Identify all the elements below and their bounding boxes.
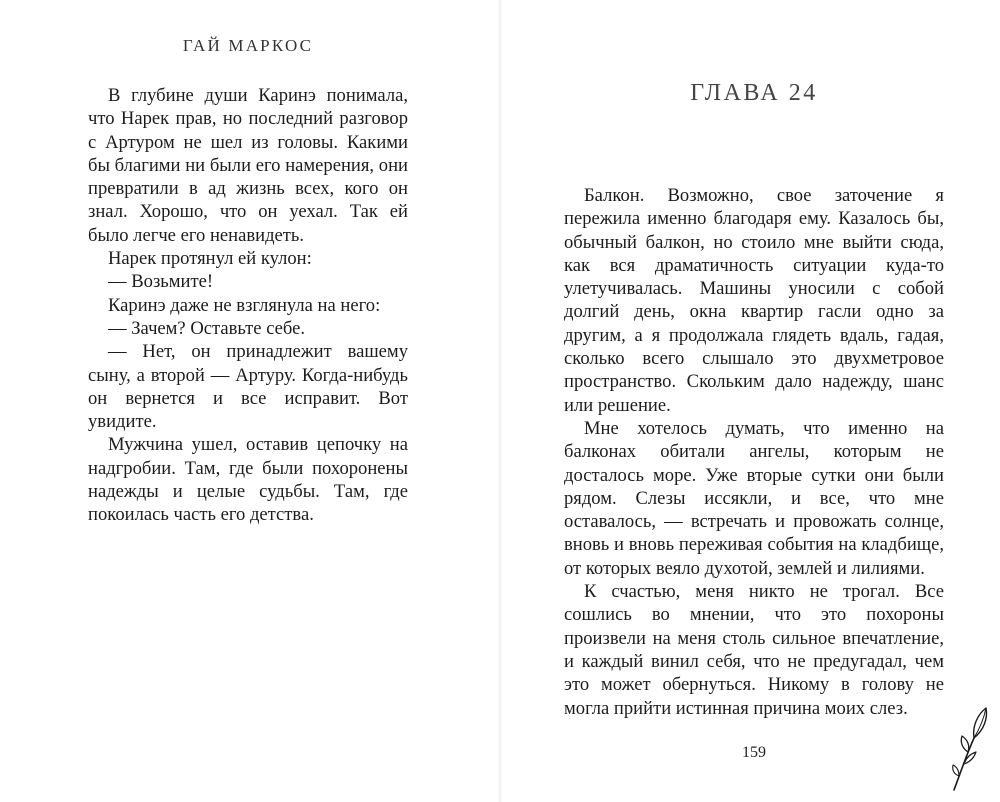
left-text-block [88, 84, 408, 527]
paragraph: Мужчина ушел, оставив цепочку на надгробии. Там, где были похоронены надежды и целые судьбы. Там, где покоилась часть его детства. [88, 434, 408, 526]
page-number: 159 [742, 744, 766, 761]
paragraph: — Зачем? Оставьте себе. [108, 317, 306, 339]
paragraph: Нарек протянул ей кулон: [108, 248, 312, 270]
paragraph: — Нет, он принадлежит вашему сыну, а второй — Артуру. Когда-нибудь он вернется и все исправит. Вот увидите. [88, 341, 408, 433]
running-head: ГАЙ МАРКОС [182, 36, 314, 55]
chapter-title: ГЛАВА 24 [690, 80, 818, 106]
paragraph: — Возьмите! [108, 271, 214, 293]
paragraph: Мне хотелось думать, что именно на балконах обитали ангелы, которым не досталось море. Уже вторые сутки они были рядом. Слезы иссякли, и все, что мне оставалось, — встречать и провожать солнце, вновь и вновь переживая события на кладбище, от которых веяло духотой, землей и лилиями. [564, 417, 944, 579]
book-gutter [498, 0, 502, 802]
paragraph: В глубине души Каринэ понимала, что Нарек прав, но последний разговор с Артуром не шел из головы. Какими бы благими ни были его намерения, они превратили в ад жизнь всех, кого он знал. Хорошо, что он уехал. Так ей было легче его ненавидеть. [88, 85, 408, 246]
right-text-block [564, 184, 944, 720]
paragraph: Каринэ даже не взглянула на него: [108, 294, 381, 316]
paragraph: Балкон. Возможно, свое заточение я пережила именно благодаря ему. Казалось бы, обычный балкон, но стоило мне выйти сюда, как вся драматичность ситуации куда-то улетучивалась. Машины уносили с собой долгий день, окна квартир гасли одно за другим, а я продолжала глядеть вдаль, гадая, сколько всего слышало это двухметровое пространство. Скольким дало надежду, шанс или решение. [564, 185, 944, 416]
paragraph: К счастью, меня никто не трогал. Все сошлись во мнении, что это похороны произвели на меня столь сильное впечатление, и каждый винил себя, что не предугадал, чем это может обернуться. Никому в голову не могла прийти истинная причина моих слез. [564, 581, 944, 719]
feather-icon [944, 704, 992, 794]
